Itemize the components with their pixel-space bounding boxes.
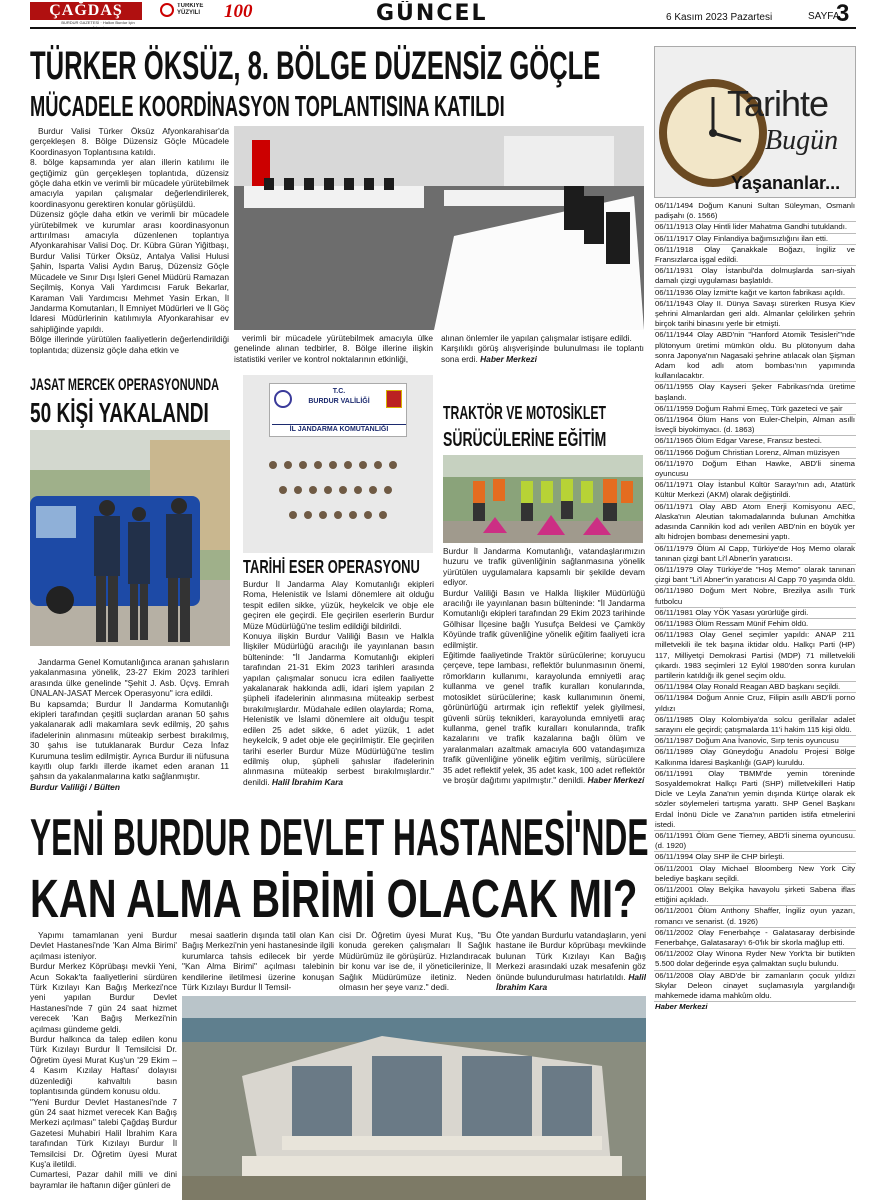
history-today-list (654, 201, 856, 1197)
history-today-header (654, 46, 856, 198)
section-title: GÜNCEL (376, 1, 488, 26)
article1-col3: alınan önlemler ile yapılan çalışmalar istişare edildi. Karşılıklı görüş alışverişinde bulunulması ile toplantı sona erdi. Haber Merkezi (441, 333, 644, 364)
history-item: 06/11/2001 Olay Michael Bloomberg New York City belediye başkanı seçildi. (654, 864, 856, 885)
history-item: 06/11/1971 Olay İstanbul Kültür Sarayı'nın adı, Atatürk Kültür Merkezi (AKM) olarak değiştirildi. (654, 480, 856, 501)
article1-headline-line1-box (30, 44, 650, 88)
page-label: SAYFA (808, 11, 840, 22)
history-item: 06/11/2001 Olay Belçika havayolu şirketi Sabena iflas ettiğini açıkladı. (654, 885, 856, 906)
article5-col1: Yapımı tamamlanan yeni Burdur Devlet Hastanesi'nde 'Kan Alma Birimi' açılması isteniyor. Burdur Merkez Köprübaşı mevkii Yeni, Acun Sokak'ta faaliyetlerini sürdüren Türk Kızılayı Kan Bağış Merkezi'nce yeni yapılan Burdur Devlet Hastanesi'nde 7 gün 24 saat hizmet verecek 'Kan Bağış Merkezi'nin açılması gündeme geldi. Burdur halkınca da talep edilen konu Türk Kızılayı Burdur İl Temsilcisi Dr. Öğretim üyesi Murat Kuş'un '29 Ekim – 4 Kasım Kızılay Haftası' dolayısı düzenlediği kahvaltılı basın toplantısında gündem konusu oldu. "Yeni Burdur Devlet Hastanesi'nde 7 gün 24 saat hizmet verecek Kan Bağış Merkezi açılması" talebi Çağdaş Burdur Gazetesi Muhabiri Halil İbrahim Kara tarafından Türk Kızılayı Burdur İl Temsilcisi Dr. Öğretim üyesi Murat Kuş'a iletildi. Cumartesi, Pazar dahil milli ve dini bayramlar ile haftanın diğer günleri de (30, 930, 177, 1190)
history-item: 06/11/1981 Olay YÖK Yasası yürürlüğe girdi. (654, 608, 856, 619)
page-number: 3 (836, 0, 850, 27)
history-item: 06/11/1936 Olay İzmit'te kağıt ve karton fabrikası açıldı. (654, 288, 856, 299)
history-item: 06/11/1970 Doğum Ethan Hawke, ABD'li sinema oyuncusu (654, 459, 856, 480)
history-title-1: Tarihte (727, 83, 829, 124)
history-item: 06/11/1979 Olay Türkiye'de "Hoş Memo" olarak tanınan çizgi bant "Li'l Abner"in yaratıcısı Al Capp 70 yaşında öldü. (654, 565, 856, 586)
article3-body: Burdur İl Jandarma Alay Komutanlığı ekipleri Roma, Helenistik ve İslami dönemlere ait olduğu tespit edilen sikke, yüzük, heykelcik ve obje ele geçiren ele geçirdi. Ele geçirilen eserlerin Burdur Müze Müdürlüğü'ne teslim edildiği bildirildi. Konuya ilişkin Burdur Valiliği Basın ve Halkla İlişkiler Müdürlüğü aracılığı ile yayınlanan basın bülteninde: "İl Jandarma Komutanlığı ekipleri tarafından 21-31 Ekim 2023 tarihleri arasında yapılan çalışmalar sonucu icra edilen faaliyette yakalanarak hakkında adli, idari işlem yapılan 2 şüpheli ifadelerinin alınmasına müteakip serbest bırakılmışlardır. Müdahale edilen olaylarda; Roma, Helenistik ve İslami dönemlere ait olduğu tespit edilen 25 adet sikke, 6 adet yüzük, 1 adet heykelcik, 9 adet obje ele geçirilmiştir. Ele geçirilen tarihi eserler Burdur Müze Müdürlüğü'ne teslim edilmiş olup, şüpheli şahıslar ifadelerinin alınmasına müteakip serbest bırakılmışlardır." denildi. Halil İbrahim Kara (243, 579, 434, 787)
centennial-logo: 100 (224, 1, 253, 22)
article2-headline-line1-box (30, 375, 230, 395)
history-item: 06/11/1991 Ölüm Gene Tierney, ABD'li sinema oyuncusu. (d. 1920) (654, 831, 856, 852)
article2-body: Jandarma Genel Komutanlığınca aranan şahısların yakalanmasına yönelik, 23-27 Ekim 2023 tarihleri arasında ülke genelinde "Şehit J. Asb. Üçvş. Emrah ÜNALAN-JASAT Mercek Operasyonu" icra edildi. Bu kapsamda; Burdur İl Jandarma Komutanlığı ekipleri tarafından çeşitli suçlardan aranan 50 şahıs yakalanarak adli makamlara sevk edilmiş, 20 şahıs ifadelerinin alınmasını müteakip serbest bırakılmış, 30 şahıs ise tutuklanarak Burdur Ceza İnfaz Kurumuna teslim edilmiştir. Ayrıca Burdur ili nüfusuna kayıtlı olup farklı illerde ikamet eden aranan 11 şahsın da yakalanmalarına katkı sağlanmıştır. Burdur Valiliği / Bülten (30, 657, 229, 792)
history-item: 06/11/1983 Olay Genel seçimler yapıldı: ANAP 211 milletvekili ile tek başına iktidar oldu. Halkçı Parti (HP) 117, Milliyetçi Demokrasi Partisi (MDP) 71 milletvekili çıkardı. 1983 seçimleri 12 Eylül 1980'den sonra kurulan partilerin katıldığı ilk genel seçim oldu. (654, 630, 856, 682)
article2-headline-line2-box (30, 397, 230, 429)
artifacts-photo (243, 375, 433, 553)
article5-sign: Halil İbrahim Kara (496, 971, 646, 993)
article5-headline-line2: KAN ALMA BİRİMİ OLACAK MI? (30, 869, 638, 929)
article5-headline-line1-box (30, 808, 650, 868)
article1-sign: Haber Merkezi (480, 353, 537, 364)
article2-sign: Burdur Valiliği / Bülten (30, 781, 120, 792)
history-item: 06/11/1966 Doğum Christian Lorenz, Alman müzisyen (654, 448, 856, 459)
article4-body: Burdur İl Jandarma Komutanlığı, vatandaşlarımızın huzuru ve trafik güvenliğinin sağlanmasına yönelik yürütülen uygulamalara kapsamlı bir şekilde devam ediyor. Burdur Valiliği Basın ve Halkla İlişkiler Müdürlüğü aracılığı ile yayınlanan basın bülteninde: "İl Jandarma Komutanlığı ekipleri tarafından 29 Ekim 2023 tarihinde Gölhisar İlçesine bağlı Yusufça Beldesi ve Çamköy Köyünde trafik güvenliğine yönelik eğitim faaliyeti icra edilmiştir. Eğitimde faaliyetinde Traktör sürücülerine; koruyucu çerçeve, tepe lambası, reflektör bulunmasının önemi, römorkların kullanımı, karayolunda emniyetli araç kullanma ve genel trafik kuralları konularında, motosiklet sürücülerine; kask kullanımının önemi, görünürlüğü artırmak için reflektif yelek giyilmesi, güvenli sürüş teknikleri, karayolunda emniyetli araç kullanma, genel trafik kuralları konularında, trafik kazalarını ve trafik kazalarına bağlı ölüm ve yaralanmaları azaltmak amacıyla 600 vatandaşımıza trafik güvenliğine yönelik eğitim verilmiş, sürücülere 35 adet reflektif yelek, 35 adet kask, 100 adet reflektör ve broşür dağıtımı yapılmıştır." denildi. Haber Merkezi (443, 546, 645, 785)
history-item: 06/11/1944 Olay ABD'nin "Hanford Atomik Tesisleri"'nde plütonyum üretimi mümkün oldu. Bu plütonyum daha sonra Japonya'nın Nagasaki şehrine atılacak olan Şişman Adam kod adlı atom bombası'nın yapımında kullanılacaktır. (654, 330, 856, 382)
valilik-sign-line3: İL JANDARMA KOMUTANLIĞI (272, 424, 406, 433)
article5-col3: cisi Dr. Öğretim üyesi Murat Kuş, "Bu konuda gereken çalışmaları İl Sağlık Müdürümüz ile görüşürüz. Hızlandıracak bir konu var ise de, il yöneticilerinize, İl Sağlık Müdürümüze iletiniz. Neden olmasın her şeye varız." dedi. (339, 930, 491, 993)
article5-col4: Öte yandan Burdurlu vatandaşların, yeni hastane ile Burdur köprübaşı mevkiinde bulunan Türk Kızılayı Kan Bağış Merkezi arasındaki uzak mesafenin göz önünde bulundurulması hatırlatıldı. Halil İbrahim Kara (496, 930, 646, 993)
history-item: 06/11/1931 Olay İstanbul'da dolmuşlarda sarı-siyah damalı çizgi uygulaması başlatıldı. (654, 266, 856, 287)
article1-headline-line1: TÜRKER ÖKSÜZ, 8. BÖLGE DÜZENSİZ GÖÇLE (30, 44, 601, 88)
newspaper-logo: ÇAĞDAŞ (30, 2, 142, 20)
hospital-aerial-svg (182, 996, 646, 1200)
history-item: 06/11/1984 Doğum Annie Cruz, Filipin asıllı ABD'li porno yıldızı (654, 693, 856, 714)
article3-headline-box (243, 556, 433, 578)
article5-headline-line1: YENİ BURDUR DEVLET HASTANESİ'NDE (30, 809, 649, 867)
valilik-sign-line2: BURDUR VALİLİĞİ (308, 398, 370, 405)
history-item: 06/11/1994 Olay SHP ile CHP birleşti. (654, 852, 856, 863)
history-item: 06/11/1959 Doğum Rahmi Emeç, Türk gazeteci ve şair (654, 404, 856, 415)
history-item: 06/11/1984 Olay Ronald Reagan ABD başkanı seçildi. (654, 682, 856, 693)
history-item: 06/11/1991 Olay TBMM'de yemin töreninde Sosyaldemokrat Halkçı Parti (SHP) milletvekilleri Hatip Dicle ve Leyla Zana'nın yemin dışında Kürtçe olarak ek sözler söylemeleri tartışma yarattı. SHP Genel Başkanı Erdal İnönü Dicle ve Zana'nın partiden istifa etmelerini istedi. (654, 769, 856, 831)
article4-headline-line1-box (443, 402, 648, 424)
valilik-sign-line1: T.C. (332, 388, 346, 395)
jandarma-photo (30, 430, 230, 646)
hospital-aerial-photo (182, 996, 646, 1200)
article1-col1: Burdur Valisi Türker Öksüz Afyonkarahisar'da gerçekleşen 8. Bölge Düzensiz Göçle Mücadele Koordinasyon Toplantısına katıldı. 8. bölge kapsamında yer alan illerin katılımı ile geçtiğimiz gün gerçekleşen toplantıda, düzensiz göçle daha etkin ve verimli bir mücadele yürütebilmek amacıyla yapılan çalışmalar değerlendirilerek, koordinasyonu gerektiren konular görüşüldü. Düzensiz göçle daha etkin ve verimli bir mücadele yürütebilmek ve kurumlar arası koordinasyonun arttırılması amacıyla düzenlenen toplantıya Afyonkarahisar Valisi Doç. Dr. Kübra Güran Yiğitbaşı, Burdur Valisi Türker Öksüz, Antalya Valisi Hulusi Şahin, Isparta Valisi Aydın Baruş, Düzensiz Göçle Mücadele ve Sınır Dışı İşleri Genel Müdürü Ramazan Seçilmiş, Konya Vali Yardımcısı Faruk Bekarlar, Karaman Vali Yardımcısı Mehmet Yasin Erkan, İl Jandarma Komutanları, İl Emniyet Müdürleri ve İl Göç İdaresi Müdürlerinin katılımıyla Afyonkarahisar ev sahipliğinde yapıldı. Bölge illerinde yürütülen faaliyetlerin değerlendirildiği toplantıda; düzensiz göçle daha etkin ve (30, 126, 229, 355)
article3-sign: Halil İbrahim Kara (271, 776, 344, 787)
article4-headline-line2-box (443, 428, 648, 452)
history-item: 06/11/1913 Olay Hintli lider Mahatma Gandhi tutuklandı. (654, 222, 856, 233)
article1-headline-line2: MÜCADELE KOORDİNASYON TOPLANTISINA KATILDI (30, 91, 505, 123)
history-item: 06/11/1964 Ölüm Hans von Euler-Chelpin, Alman asıllı İsveçli biyokimyacı. (d. 1863) (654, 415, 856, 436)
history-item: 06/11/2002 Olay Winona Ryder New York'ta bir butikten 5.500 dolar değerinde eşya çalmaktan suçlu bulundu. (654, 949, 856, 970)
meeting-photo-svg (234, 126, 644, 330)
article5-col2: mesai saatlerin dışında tatil olan Kan Bağış Merkezi'nin yeni hastanesinde ilgili kurumlarca tahsis edilecek bir yerde "Kan Alma Birimi" açılması talebinin kendilerine iletilmesi üzerine konuşan Türk Kızılayı Burdur İl Temsil- (182, 930, 334, 993)
article4-headline-line1: TRAKTÖR VE MOTOSİKLET (443, 403, 606, 423)
turkiye-yuzyili-logo (160, 3, 216, 23)
issue-date: 6 Kasım 2023 Pazartesi (666, 12, 773, 23)
logo-subtitle: BURDUR GAZETESİ · Halkın Burdur İçin (61, 20, 135, 25)
history-item: 06/11/1917 Olay Finlandiya bağımsızlığını ilan etti. (654, 234, 856, 245)
valilik-sign (269, 383, 407, 437)
article2-headline-line1: JASAT MERCEK OPERASYONUNDA (30, 375, 220, 394)
history-item: 06/11/1980 Doğum Mert Nobre, Brezilya asıllı Türk futbolcu (654, 586, 856, 607)
article1-headline-line2-box (30, 90, 650, 124)
history-item: 06/11/1965 Ölüm Edgar Varese, Fransız besteci. (654, 436, 856, 447)
history-item: 06/11/1971 Olay ABD Atom Enerji Komisyonu AEC, Alaska'nın Aleutian takımadalarında bulunan Amchitka adasında Cannikin kod adı verilen ABD'nin en büyük yer altı hidrojen bombası denemesini yaptı. (654, 502, 856, 544)
history-item: 06/11/1943 Olay II. Dünya Savaşı sürerken Rusya Kiev şehrini Almanlardan geri aldı. Almanlar çekilirken şehrin birçok tarihi binasını yerle bir etmişti. (654, 299, 856, 331)
meeting-photo (234, 126, 644, 330)
logo-ty-text: TÜRKİYE YÜZYILI (177, 3, 204, 16)
header-rule (30, 27, 856, 29)
history-item: 06/11/1494 Doğum Kanuni Sultan Süleyman, Osmanlı padişahı (ö. 1566) (654, 201, 856, 222)
history-item: 06/11/1983 Ölüm Ressam Münif Fehim öldü. (654, 619, 856, 630)
jandarma-photo-svg (30, 430, 230, 646)
article3-headline: TARİHİ ESER OPERASYONU (243, 557, 420, 577)
article4-headline-line2: SÜRÜCÜLERİNE EĞİTİM (443, 429, 607, 451)
history-item: 06/11/1989 Olay Güneydoğu Anadolu Projesi Bölge Kalkınma İdaresi Başkanlığı (GAP) kuruldu. (654, 747, 856, 768)
history-item: 06/11/2002 Olay Fenerbahçe - Galatasaray derbisinde Fenerbahçe, Galatasaray'ı 6-0'lık bir skorla mağlup etti. (654, 928, 856, 949)
history-item: 06/11/1979 Ölüm Al Capp, Türkiye'de Hoş Memo olarak tanınan çizgi bant Li'l Abner'in yaratıcısı. (654, 544, 856, 565)
training-photo (443, 455, 643, 543)
sidebar-sign: Haber Merkezi (655, 1002, 708, 1012)
article1-col2: verimli bir mücadele yürütebilmek amacıyla ülke genelinde alınan tedbirler, 8. Bölge illerine ilişkin istatistiki veriler ve kontrol noktalarının etkinliği, (234, 333, 433, 364)
history-item: 06/11/1985 Olay Kolombiya'da solcu gerillalar adalet sarayını ele geçirdi; çatışmalarda 11'i hakim 115 kişi öldü. (654, 715, 856, 736)
history-item: 06/11/1955 Olay Kayseri Şeker Fabrikası'nda üretime başlandı. (654, 382, 856, 403)
history-title-2: Bugün (765, 125, 839, 156)
history-item: 06/11/1987 Doğum Ana İvanovic, Sırp tenis oyuncusu (654, 736, 856, 747)
history-item: 06/11/2001 Ölüm Anthony Shaffer, İngiliz oyun yazarı, romancı ve senarist. (d. 1926) (654, 906, 856, 927)
artifacts-svg (243, 445, 433, 553)
article5-headline-line2-box (30, 868, 650, 930)
article4-sign: Haber Merkezi (587, 774, 645, 785)
history-item: 06/11/1918 Olay Çanakkale Boğazı, İngiliz ve Fransızlarca işgal edildi. (654, 245, 856, 266)
history-item: 06/11/2008 Olay ABD'de bir zamanların çocuk yıldızı Skylar Deleon cinayet suçlamasıyla yargılandığı mahkemede idama mahkûm oldu. (654, 971, 856, 1003)
article2-headline-line2: 50 KİŞİ YAKALANDI (30, 397, 209, 428)
training-photo-svg (443, 455, 643, 543)
history-title-3: Yaşananlar... (731, 173, 841, 193)
